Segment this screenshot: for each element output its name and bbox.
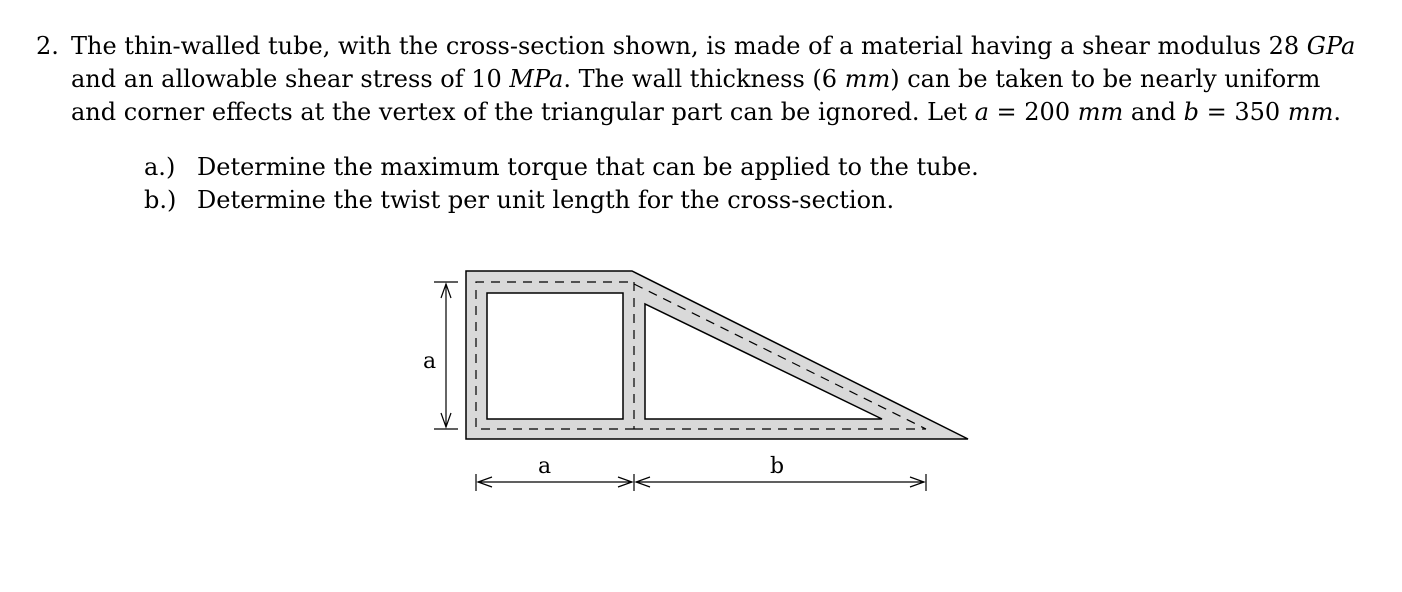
width-b-label: b [770, 454, 785, 479]
problem-line-2: and an allowable shear stress of 10 MPa. The wall thickness (6 mm) can be taken to be nearly uniform [71, 65, 1321, 93]
problem-line-1: 2. The thin-walled tube, with the cross-section shown, is made of a material having a shear modulus 28 GPa [36, 30, 1376, 63]
problem-line-3: and corner effects at the vertex of the triangular part can be ignored. Let a = 200 mm and b = 350 mm. [71, 98, 1341, 126]
tube-wall [466, 271, 968, 439]
height-dimension-label: a [423, 349, 437, 374]
height-dimension [434, 282, 458, 429]
sub-question-label: b.) [144, 186, 177, 214]
sub-question-text: Determine the twist per unit length for the cross-section. [197, 186, 895, 214]
sub-question-text: Determine the maximum torque that can be applied to the tube. [197, 153, 979, 181]
sub-question-label: a.) [144, 153, 176, 181]
problem-number: 2. [36, 32, 59, 60]
width-a-label: a [538, 454, 552, 479]
